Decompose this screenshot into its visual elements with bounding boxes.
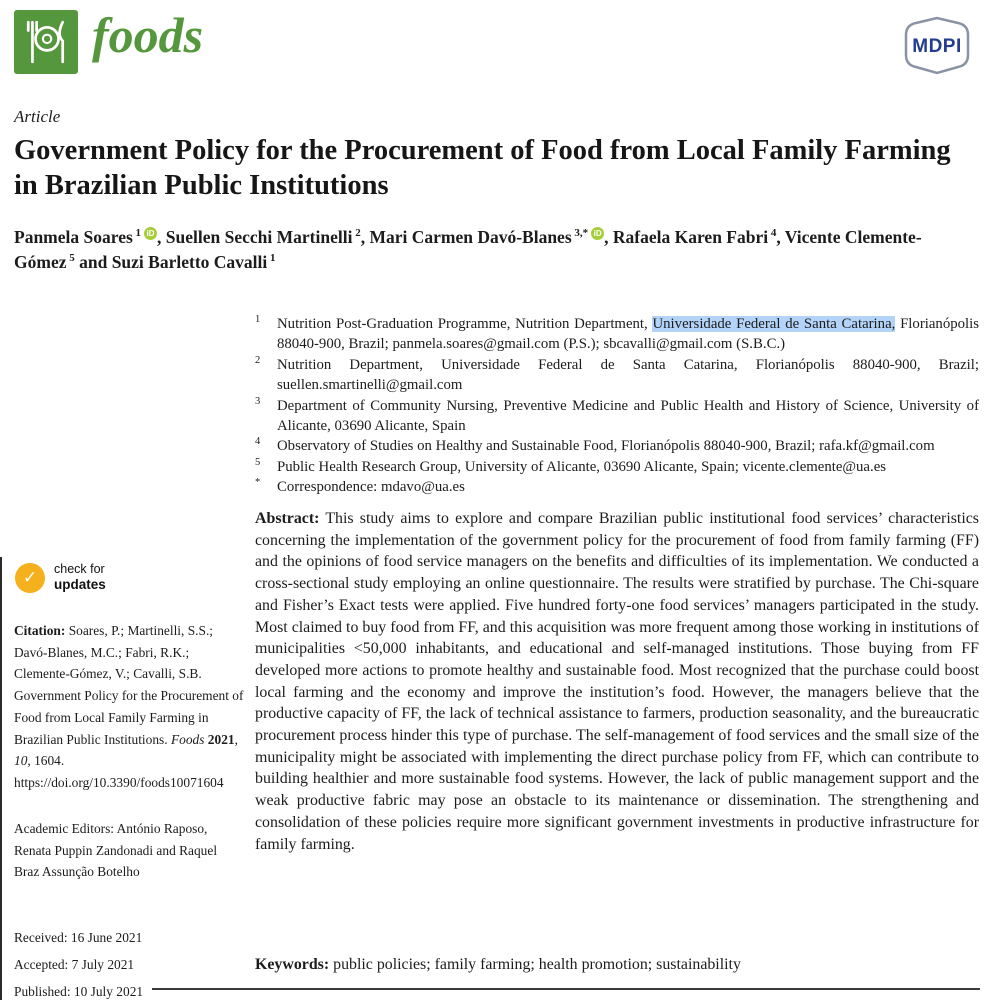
citation-part: 10: [14, 753, 28, 769]
affiliation-text: [277, 314, 979, 355]
author-name: Panmela Soares: [14, 227, 133, 247]
date-line: Published: 10 July 2021: [14, 984, 144, 1000]
affiliation-text: [277, 436, 979, 456]
foods-journal-logo: [14, 10, 78, 74]
citation-part: ,: [234, 731, 238, 747]
keywords-text: public policies; family farming; health promotion; sustainability: [329, 956, 741, 973]
author-name: Mari Carmen Davó-Blanes: [369, 227, 572, 247]
affiliation-text-part: Nutrition Post-Graduation Programme, Nutrition Department,: [277, 316, 653, 332]
author-affiliation-ref: 5: [66, 252, 75, 265]
author-name: Vicente Clemente-Gómez: [14, 227, 922, 272]
citation-part: Citation:: [14, 623, 69, 638]
author-separator: ,: [157, 227, 166, 247]
affiliation-text-part: Correspondence: mdavo@ua.es: [277, 479, 465, 496]
dates-block: [14, 924, 244, 1005]
citation-text: [14, 620, 244, 794]
affiliation-marker: 2: [255, 354, 261, 366]
affiliation-text-part: Florianópolis 88040-900, Brazil; panmela.soares@gmail.com (P.S.); sbcavalli@gmail.com (S.B.C.): [277, 316, 979, 353]
affiliation-marker: 5: [255, 456, 261, 468]
author-affiliation-ref: 2: [352, 227, 361, 240]
date-line: Accepted: 7 July 2021: [14, 957, 135, 973]
author-name: Rafaela Karen Fabri: [612, 227, 769, 247]
affiliation-text-part: Department of Community Nursing, Preventive Medicine and Public Health and History of Science, University of Alicante, 03690 Alicante, Spain: [277, 397, 979, 435]
affiliation-text: [277, 457, 979, 477]
check-for-updates-badge[interactable]: [15, 562, 106, 593]
author-affiliation-ref: 1: [132, 227, 142, 240]
affiliation-text: [277, 355, 979, 396]
article-type-label: Article: [14, 107, 61, 126]
author-affiliation-ref: 4: [768, 227, 777, 240]
affiliation-text-part: Nutrition Department, Universidade Federal de Santa Catarina, Florianópolis 88040-900, Brazil; suellen.smartinelli@gmail.com: [277, 356, 979, 394]
affiliation-text: [277, 396, 979, 437]
section-divider: [152, 988, 980, 990]
affiliation-item: [255, 355, 979, 396]
affiliation-marker: 1: [255, 314, 261, 325]
check-icon: ✓: [15, 563, 45, 593]
affiliation-marker: 4: [255, 436, 261, 448]
orcid-icon[interactable]: iD: [144, 227, 157, 240]
author-affiliation-ref: 3,*: [571, 227, 589, 240]
keywords: [255, 956, 979, 974]
check-for-updates-label: [54, 562, 106, 593]
abstract-label: Abstract:: [255, 510, 320, 527]
affiliation-item: [255, 396, 979, 437]
author-separator: and: [74, 251, 112, 272]
author-name: Suzi Barletto Cavalli: [111, 251, 268, 272]
author-separator: ,: [604, 227, 613, 247]
journal-name: foods: [92, 7, 204, 63]
affiliation-item: [255, 314, 979, 355]
affiliation-text-part: Public Health Research Group, University of Alicante, 03690 Alicante, Spain; vicente.clemente@ua.es: [277, 458, 887, 475]
citation-part: 2021: [207, 731, 235, 747]
academic-editors: Academic Editors: António Raposo, Renata Puppin Zandonadi and Raquel Braz Assunção Botelho: [14, 821, 218, 880]
mdpi-logo: [896, 12, 978, 80]
check-line2: updates: [54, 577, 106, 592]
citation-part: Soares, P.; Martinelli, S.S.; Davó-Blanes, M.C.; Fabri, R.K.; Clemente-Gómez, V.; Cavalli, S.B. Government Policy for the Procurement of Food from Local Family Farming in Brazilian Public Institutions.: [14, 623, 244, 747]
citation-part: Foods: [170, 731, 208, 747]
fork-plate-knife-icon: [22, 18, 70, 66]
affiliations-list: [255, 314, 979, 498]
date-line: Received: 16 June 2021: [14, 930, 143, 945]
affiliation-item: [255, 457, 979, 477]
authors-line: [14, 225, 972, 275]
author-separator: ,: [360, 227, 370, 247]
author-affiliation-ref: 1: [267, 252, 276, 265]
page-title: Government Policy for the Procurement of Food from Local Family Farming in Brazilian Public Institutions: [14, 135, 951, 202]
affiliation-text: [277, 477, 979, 497]
keywords-label: Keywords:: [255, 956, 330, 973]
author-separator: ,: [776, 227, 785, 247]
citation-part: , 1604. https://doi.org/10.3390/foods10071604: [14, 753, 224, 790]
abstract: [255, 508, 979, 855]
mdpi-wordmark: MDPI: [912, 36, 962, 57]
affiliation-marker: *: [255, 477, 261, 489]
check-line1: check for: [54, 562, 105, 576]
affiliation-marker: 3: [255, 395, 261, 407]
affiliation-text-part: Observatory of Studies on Healthy and Sustainable Food, Florianópolis 88040-900, Brazil; rafa.kf@gmail.com: [277, 438, 935, 455]
abstract-text: This study aims to explore and compare Brazilian public institutional food services’ characteristics concerning the implementation of the government policy for the procurement of food from family farming (FF) and the opinions of food service managers on the benefits and difficulties of its implementation. We conducted a cross-sectional study employing an online questionnaire. The results were stratified by purchase. The Chi-square and Fisher’s Exact tests were applied. Five hundred forty-one food services’ managers participated in the study. Most claimed to buy food from FF, and this acquisition was more frequent among those working in institutions of municipalities <50,000 inhabitants, and educational and self-managed institutions. Those buying from FF developed more actions to promote healthy and sustainable food. Most recognized that the purchase could boost local farming and the economy and improve the institution’s food. However, the managers believe that the productive capacity of FF, the lack of technical assistance to farmers, production seasonality, and the bureaucratic procurement process hinder this type of purchase. The self-management of food services and the small size of the municipality might be associated with implementing the direct purchase policy from FF, which can contribute to building healthier and more sustainable food systems. However, the lack of public management support and the weak productive fabric may pose an obstacle to its maintenance or dissemination. The strengthening and consolidation of these policies require more significant government investments in productive infrastructure for family farming.: [255, 510, 979, 853]
page-edge-line: [0, 557, 2, 1000]
affiliation-item: [255, 436, 979, 456]
author-name: Suellen Secchi Martinelli: [165, 227, 353, 247]
orcid-icon[interactable]: iD: [591, 227, 604, 240]
text-selection-highlight: Universidade Federal de Santa Catarina,: [652, 316, 896, 332]
affiliation-item: [255, 477, 979, 497]
